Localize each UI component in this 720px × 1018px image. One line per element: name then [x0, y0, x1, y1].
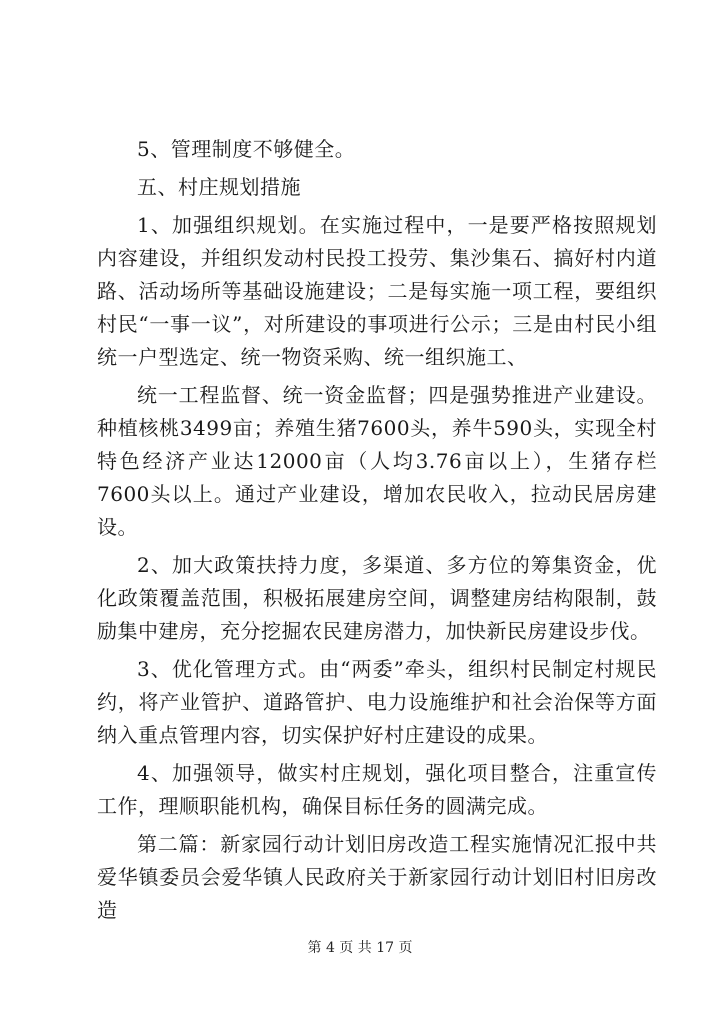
paragraph-measure-1-continued: 统一工程监督、统一资金监督；四是强势推进产业建设。种植核桃3499亩；养殖生猪7600头，养牛590头，实现全村特色经济产业达12000亩（人均3.76亩以上），生猪存栏7600头以上。通过产业建设，增加农民收入，拉动民居房建设。	[97, 383, 657, 539]
document-body	[97, 133, 657, 927]
paragraph-second-article: 第二篇：新家园行动计划旧房改造工程实施情况汇报中共爱华镇委员会爱华镇人民政府关于新家园行动计划旧村旧房改造	[97, 832, 657, 922]
paragraph-measure-2: 2、加大政策扶持力度，多渠道、多方位的筹集资金，优化政策覆盖范围，积极拓展建房空间，调整建房结构限制，鼓励集中建房，充分挖掘农民建房潜力，加快新民房建设步伐。	[97, 553, 657, 643]
section-heading-measures: 五、村庄规划措施	[137, 175, 301, 199]
paragraph-management-issue: 5、管理制度不够健全。	[137, 137, 356, 161]
paragraph-measure-1: 1、加强组织规划。在实施过程中，一是要严格按照规划内容建设，并组织发动村民投工投劳、集沙集石、搞好村内道路、活动场所等基础设施建设；二是每实施一项工程，要组织村民“一事一议”，对所建设的事项进行公示；三是由村民小组统一户型选定、统一物资采购、统一组织施工、	[97, 213, 657, 369]
page-number-footer: 第 4 页 共 17 页	[307, 940, 413, 956]
paragraph-measure-3: 3、优化管理方式。由“两委”牵头，组织村民制定村规民约，将产业管护、道路管护、电力设施维护和社会治保等方面纳入重点管理内容，切实保护好村庄建设的成果。	[97, 657, 657, 747]
paragraph-measure-4: 4、加强领导，做实村庄规划，强化项目整合，注重宣传工作，理顺职能机构，确保目标任务的圆满完成。	[97, 761, 657, 818]
